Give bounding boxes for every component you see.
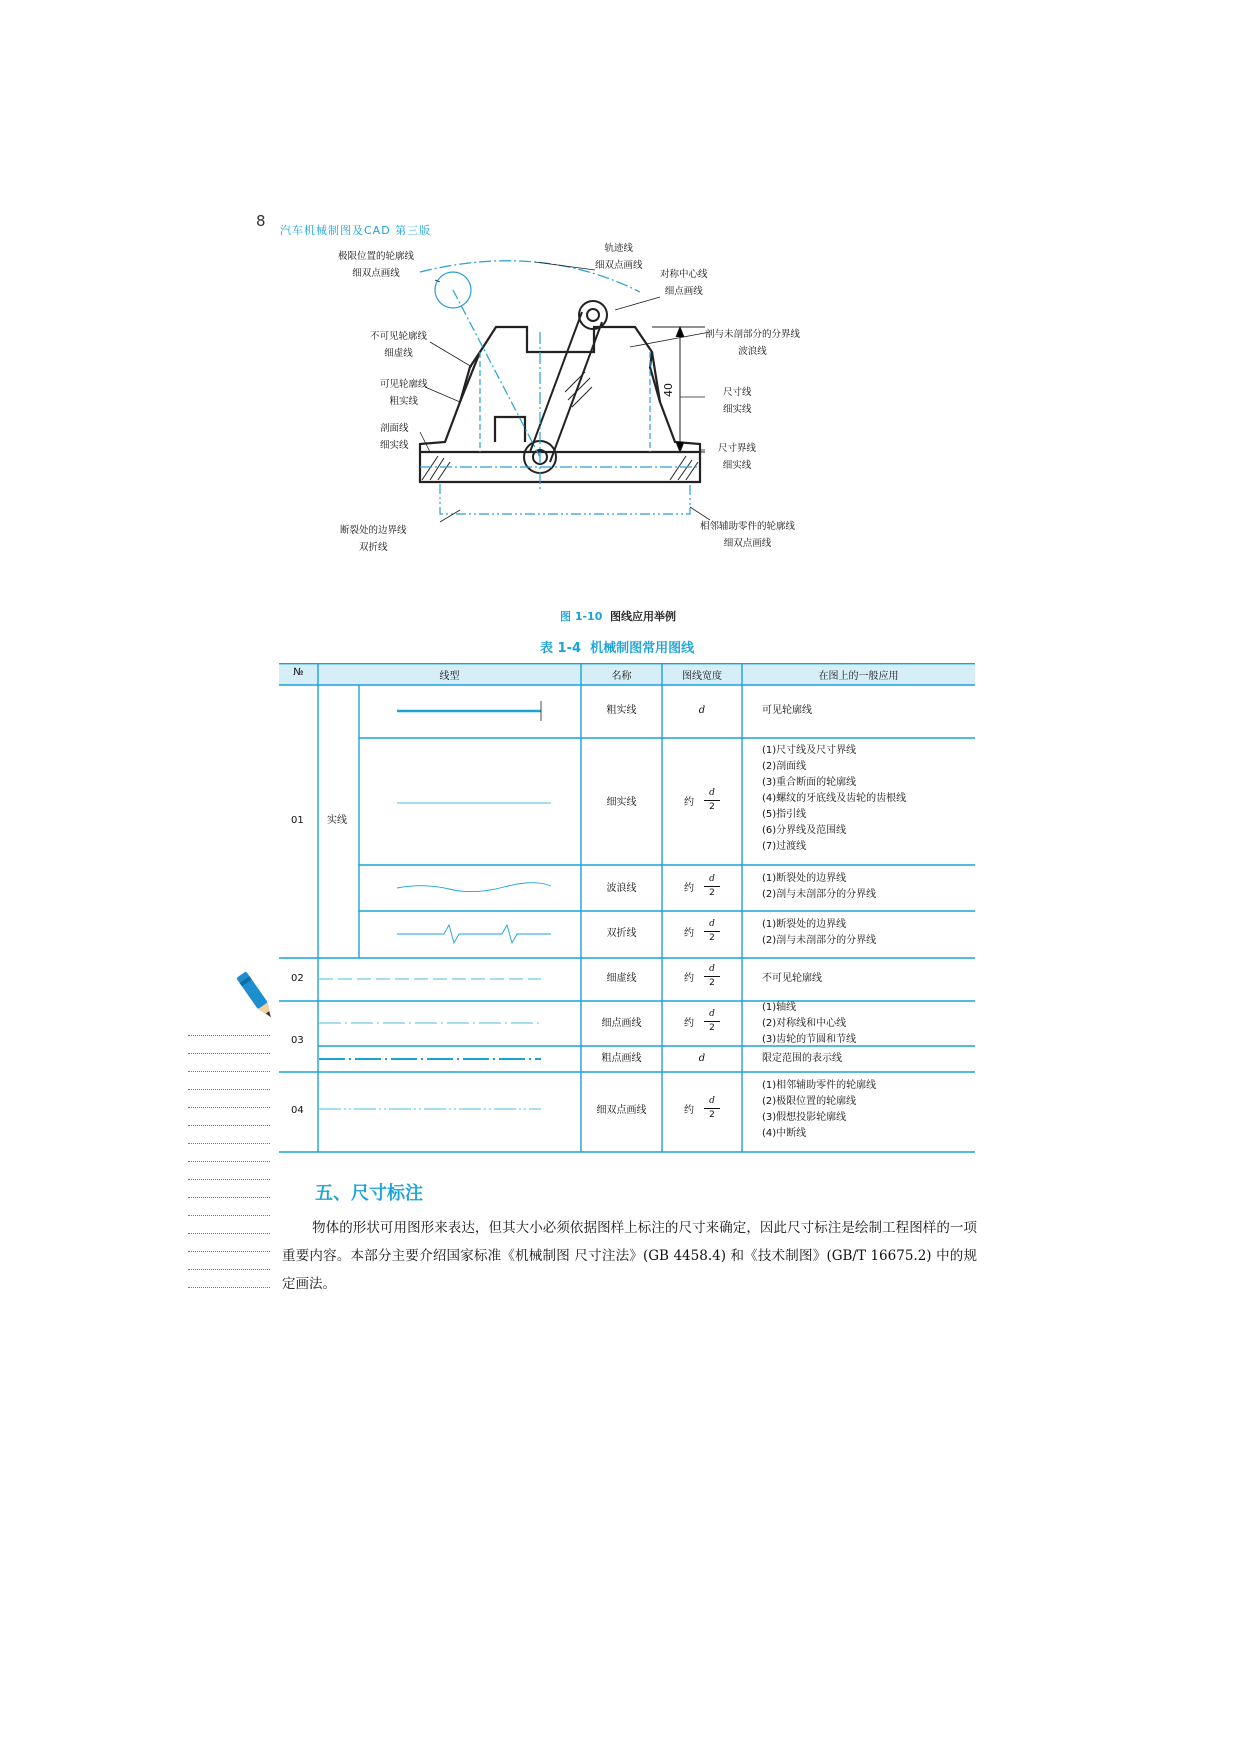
row-width-fraction: d 2 [704, 1095, 720, 1122]
header-name: 名称 [611, 671, 632, 682]
row-usage: (1)断裂处的边界线 (2)剖与未剖部分的分界线 [762, 919, 877, 946]
row-width-fraction: d 2 [704, 918, 720, 945]
row-usage: (1)相邻辅助零件的轮廓线 (2)极限位置的轮廓线 (3)假想投影轮廓线 (4)中断线 [762, 1080, 877, 1139]
row-usage: 可见轮廓线 [762, 705, 812, 716]
dimension-40 [652, 327, 705, 452]
row-width-fraction: d 2 [704, 873, 720, 900]
visible-outline [420, 327, 700, 482]
callout-symmetry: 对称中心线 细点画线 [660, 269, 708, 297]
row-usage: 限定范围的表示线 [762, 1053, 842, 1064]
row-width-prefix: 约 [684, 883, 694, 894]
dimension-label: 40 [662, 383, 675, 397]
line-type-table [279, 663, 975, 1153]
callout-ext-line: 尺寸界线 细实线 [718, 443, 757, 471]
row-number: 02 [291, 973, 304, 984]
line-samples [319, 701, 551, 1109]
row-name: 细点画线 [601, 1018, 642, 1029]
body-paragraph: 物体的形状可用图形来表达，但其大小必须依据图样上标注的尺寸来确定，因此尺寸标注是绘制工程图样的一项重要内容。本部分主要介绍国家标准《机械制图 尺寸注法》(GB 4458.4) 和《技术制图》(GB/T 16675.2) 中的规定画法。 [282, 1220, 977, 1292]
row-usage: (1)轴线 (2)对称线和中心线 (3)齿轮的节圆和节线 [762, 1002, 857, 1045]
figure-line-usage [338, 243, 920, 607]
section-heading: 五、尺寸标注 [315, 1183, 423, 1204]
row-width-fraction: d 2 [704, 787, 720, 814]
header-no: № [293, 667, 304, 678]
row-name: 双折线 [606, 928, 637, 939]
margin-note-lines [188, 1035, 270, 1295]
row-name: 细虚线 [606, 973, 637, 984]
row-width-prefix: 约 [684, 1105, 694, 1116]
callout-hidden: 不可见轮廓线 细虚线 [370, 331, 428, 359]
table-caption-number: 表 1-4 [540, 641, 582, 656]
row-usage: (1)断裂处的边界线 (2)剖与未剖部分的分界线 [762, 873, 877, 900]
row-width: d [698, 705, 706, 716]
technical-drawing [360, 252, 920, 607]
row-usage: (1)尺寸线及尺寸界线 (2)剖面线 (3)重合断面的轮廓线 (4)螺纹的牙底线及齿轮的齿根线 (5)指引线 (6)分界线及范围线 (7)过渡线 [762, 745, 907, 852]
callout-section-boundary: 剖与未剖部分的分界线 波浪线 [705, 329, 801, 357]
pencil-icon [236, 968, 276, 1024]
page-number: 8 [256, 212, 266, 230]
row-name: 细实线 [606, 797, 637, 808]
table-caption-text: 机械制图常用图线 [590, 641, 695, 656]
callout-visible: 可见轮廓线 粗实线 [380, 379, 428, 407]
row-width-prefix: 约 [684, 1018, 694, 1029]
callout-trace: 轨迹线 细双点画线 [595, 243, 643, 271]
row-name: 粗点画线 [601, 1053, 642, 1064]
callout-break: 断裂处的边界线 双折线 [340, 525, 407, 553]
figure-caption-text: 图线应用举例 [610, 610, 677, 623]
row-name: 波浪线 [606, 883, 637, 894]
figure-caption-number: 图 1-10 [560, 610, 603, 623]
running-head: 汽车机械制图及CAD 第三版 [280, 224, 432, 237]
row-number: 03 [291, 1035, 304, 1046]
header-width: 图线宽度 [682, 671, 722, 682]
row-width: d [698, 1053, 706, 1064]
row-name: 细双点画线 [596, 1105, 647, 1116]
header-style: 线型 [439, 671, 460, 682]
row-width-prefix: 约 [684, 797, 694, 808]
row-width-prefix: 约 [684, 928, 694, 939]
table-caption [540, 637, 694, 656]
row-width-fraction: d 2 [704, 1008, 720, 1035]
group-number: 01 [291, 815, 304, 826]
row-name: 粗实线 [606, 705, 637, 716]
figure-caption [560, 608, 676, 624]
group-label: 实线 [327, 815, 347, 826]
callout-adjacent: 相邻辅助零件的轮廓线 细双点画线 [700, 521, 796, 549]
row-width-prefix: 约 [684, 973, 694, 984]
row-usage: 不可见轮廓线 [762, 973, 822, 984]
row-number: 04 [291, 1105, 304, 1116]
callout-extreme-position: 极限位置的轮廓线 细双点画线 [338, 251, 415, 279]
callout-dim-line: 尺寸线 细实线 [723, 387, 752, 415]
row-width-fraction: d 2 [704, 963, 720, 990]
header-usage: 在图上的一般应用 [818, 671, 899, 682]
callout-hatch: 剖面线 细实线 [380, 423, 409, 451]
